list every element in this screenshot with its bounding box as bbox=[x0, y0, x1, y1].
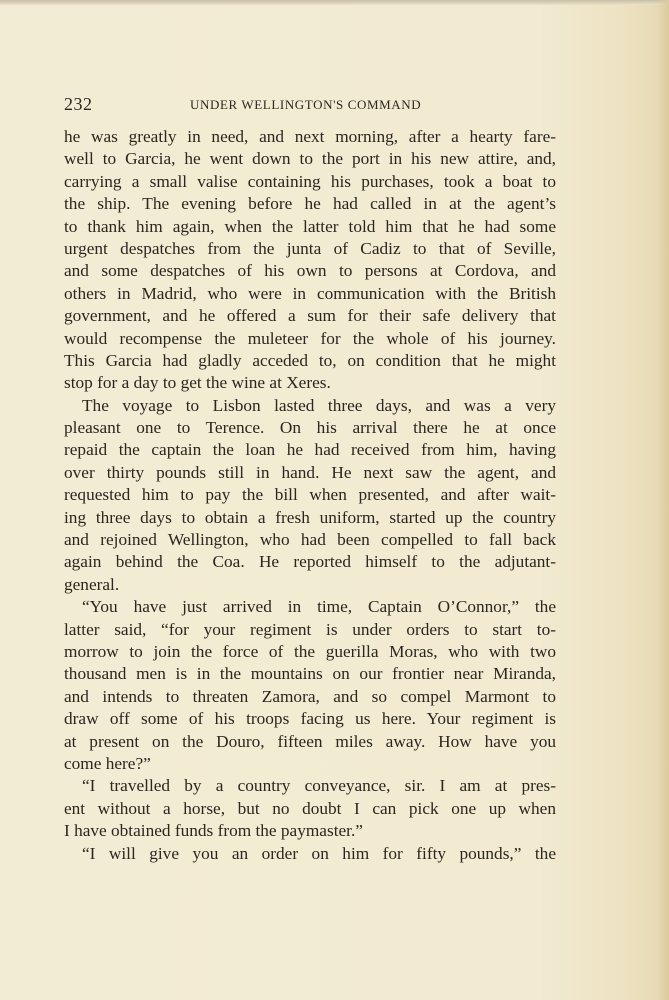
text-line: ent without a horse, but no doubt I can pick one up when bbox=[64, 798, 556, 818]
text-line: at present on the Douro, fifteen miles away. How have you bbox=[64, 731, 556, 751]
page-number: 232 bbox=[64, 94, 93, 114]
text-line: pleasant one to Terence. On his arrival there he at once bbox=[64, 418, 556, 438]
body-text bbox=[64, 126, 556, 865]
text-line: “I will give you an order on him for fifty pounds,” the bbox=[82, 843, 556, 863]
text-line: The voyage to Lisbon lasted three days, and was a very bbox=[82, 395, 556, 415]
text-line: again behind the Coa. He reported himself to the adjutant- bbox=[64, 552, 556, 572]
text-line: repaid the captain the loan he had received from him, having bbox=[64, 440, 556, 460]
text-line: and intends to threaten Zamora, and so compel Marmont to bbox=[64, 686, 556, 706]
text-line: requested him to pay the bill when presented, and after wait- bbox=[64, 485, 556, 505]
text-line: “I travelled by a country conveyance, sir. I am at pres- bbox=[82, 776, 556, 796]
text-line: thousand men is in the mountains on our frontier near Miranda, bbox=[64, 664, 556, 684]
text-line: others in Madrid, who were in communication with the British bbox=[64, 283, 556, 303]
text-line: the ship. The evening before he had called in at the agent’s bbox=[64, 194, 556, 214]
text-line: over thirty pounds still in hand. He next saw the agent, and bbox=[64, 462, 556, 482]
running-head bbox=[64, 94, 556, 116]
text-line: general. bbox=[64, 574, 120, 594]
text-line: government, and he offered a sum for their safe delivery that bbox=[64, 306, 556, 326]
text-line: come here?” bbox=[64, 753, 151, 773]
text-line: I have obtained funds from the paymaster.” bbox=[64, 821, 363, 841]
text-line: latter said, “for your regiment is under orders to start to- bbox=[64, 619, 556, 639]
text-line: This Garcia had gladly acceded to, on condition that he might bbox=[64, 350, 556, 370]
page-top-edge bbox=[0, 0, 669, 5]
running-title: UNDER WELLINGTON'S COMMAND bbox=[190, 97, 422, 112]
text-line: would recompense the muleteer for the whole of his journey. bbox=[64, 328, 556, 348]
text-line: “You have just arrived in time, Captain O’Connor,” the bbox=[82, 597, 556, 617]
text-line: to thank him again, when the latter told him that he had some bbox=[64, 216, 556, 236]
text-line: morrow to join the force of the guerilla Moras, who with two bbox=[64, 641, 556, 661]
text-line: urgent despatches from the junta of Cadiz to that of Seville, bbox=[64, 238, 556, 258]
text-line: ing three days to obtain a fresh uniform, started up the country bbox=[64, 507, 556, 527]
text-line: stop for a day to get the wine at Xeres. bbox=[64, 373, 331, 393]
text-line: well to Garcia, he went down to the port in his new attire, and, bbox=[64, 149, 556, 169]
text-line: carrying a small valise containing his purchases, took a boat to bbox=[64, 171, 556, 191]
text-line: and some despatches of his own to persons at Cordova, and bbox=[64, 261, 556, 281]
text-line: draw off some of his troops facing us here. Your regiment is bbox=[64, 709, 556, 729]
text-line: and rejoined Wellington, who had been compelled to fall back bbox=[64, 530, 556, 550]
page-gutter-shadow bbox=[657, 0, 669, 1000]
text-line: he was greatly in need, and next morning, after a hearty fare- bbox=[64, 127, 556, 146]
